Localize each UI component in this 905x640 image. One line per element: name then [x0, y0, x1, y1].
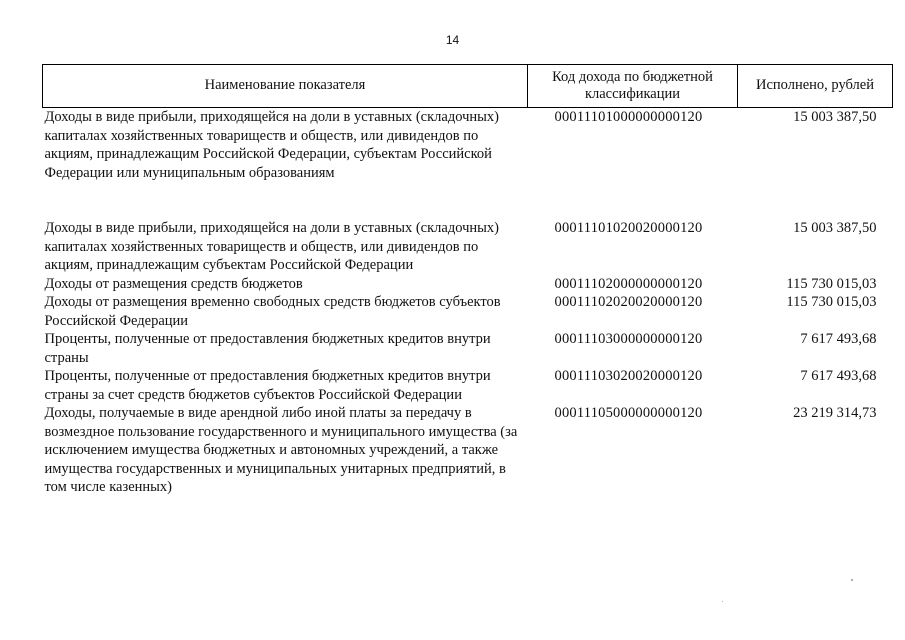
row-code: 00011103000000000120: [554, 331, 703, 347]
row-code: 00011103020020000120: [554, 368, 703, 384]
scan-speck: [851, 579, 853, 581]
row-amount: 15 003 387,50: [793, 220, 877, 236]
row-name: Доходы, получаемые в виде арендной либо иной платы за передачу в возмездное пользование государственного и муниципального имущества (за исключением имущества бюджетных и автономных учреждений, а также имущества государственных и муниципальных унитарных предприятий, в том числе казенных): [44, 405, 518, 495]
table-row: [43, 293, 893, 330]
header-indicator-name: Наименование показателя: [43, 65, 528, 108]
header-executed-amount: Исполнено, рублей: [738, 65, 893, 108]
table-row: [43, 108, 893, 183]
row-amount: 7 617 493,68: [800, 368, 877, 384]
scan-speck: [722, 601, 723, 602]
table-row: [43, 219, 893, 275]
header-budget-code: Код дохода по бюджетной классификации: [528, 65, 738, 108]
row-code: 00011102000000000120: [554, 275, 703, 292]
table-row: [43, 404, 893, 497]
row-name: Доходы в виде прибыли, приходящейся на доли в уставных (складочных) капиталах хозяйственных товариществ и обществ, или дивидендов по акциям, принадлежащим субъектам Российской Федерации: [44, 220, 499, 273]
row-amount: 15 003 387,50: [793, 109, 877, 125]
row-name: Проценты, полученные от предоставления бюджетных кредитов внутри страны: [44, 331, 491, 366]
row-code: 00011101000000000120: [554, 109, 703, 125]
row-amount: 23 219 314,73: [793, 405, 877, 421]
row-amount: 7 617 493,68: [800, 331, 877, 347]
row-name: Доходы от размещения временно свободных средств бюджетов субъектов Российской Федерации: [44, 294, 501, 329]
row-name: Проценты, полученные от предоставления бюджетных кредитов внутри страны за счет средств бюджетов субъектов Российской Федерации: [44, 368, 491, 403]
table-row: [43, 330, 893, 367]
row-amount: 115 730 015,03: [786, 275, 877, 292]
page-number: 14: [445, 33, 460, 47]
row-name: Доходы от размещения средств бюджетов: [44, 275, 303, 292]
table-header-row: [43, 65, 893, 108]
table-row: [43, 367, 893, 404]
row-code: 00011105000000000120: [554, 405, 703, 421]
row-code: 00011101020020000120: [554, 220, 703, 236]
row-spacer: [43, 182, 893, 219]
row-code: 00011102020020000120: [554, 294, 703, 310]
table-row: [43, 275, 893, 294]
row-name: Доходы в виде прибыли, приходящейся на доли в уставных (складочных) капиталах хозяйственных товариществ и обществ, или дивидендов по акциям, принадлежащим Российской Федерации, субъектам Российской Федерации или муниципальным образованиям: [44, 109, 499, 181]
revenue-table: [42, 64, 893, 497]
row-amount: 115 730 015,03: [786, 294, 877, 310]
